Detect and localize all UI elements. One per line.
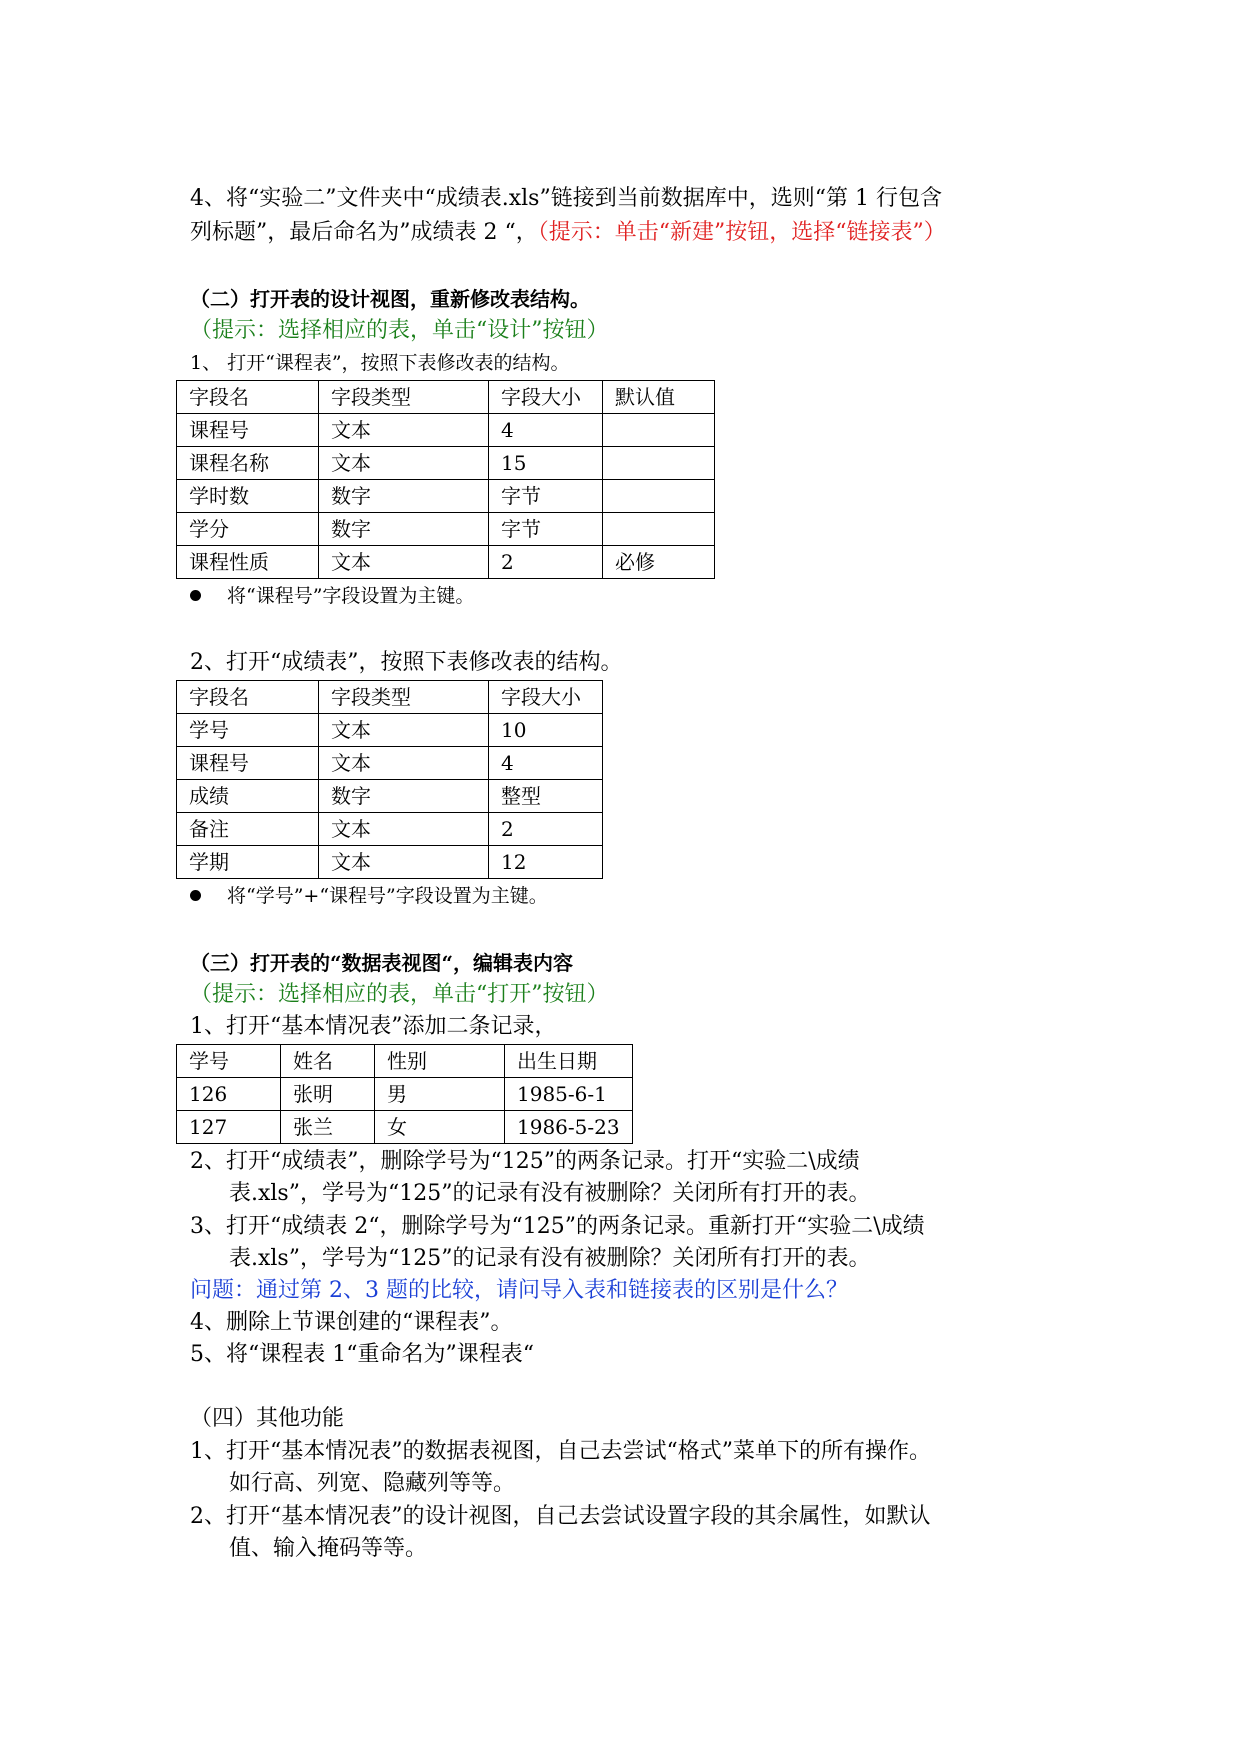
section3-task2-line2: 表.xls”，学号为“125”的记录有没有被删除？关闭所有打开的表。	[229, 1181, 871, 1206]
table-cell: 数字	[319, 480, 489, 513]
bullet-icon	[190, 590, 201, 601]
course-table-structure	[176, 380, 715, 579]
table-row	[177, 780, 603, 813]
section4-task2-line2: 值、输入掩码等等。	[229, 1536, 428, 1561]
table-row	[177, 546, 715, 579]
table-row	[177, 813, 603, 846]
table-cell: 12	[489, 846, 603, 879]
table-cell: 数字	[319, 513, 489, 546]
table-cell: 字节	[489, 513, 603, 546]
table-cell: 课程名称	[177, 447, 319, 480]
table-cell: 126	[177, 1078, 281, 1111]
section2-task1: 1、 打开“课程表”，按照下表修改表的结构。	[190, 352, 570, 374]
section3-task5: 5、将“课程表 1“重命名为”课程表“	[190, 1342, 534, 1367]
table-cell: 2	[489, 813, 603, 846]
table-cell: 张兰	[281, 1111, 375, 1144]
section2-heading: （二）打开表的设计视图，重新修改表结构。	[190, 287, 590, 311]
table-row	[177, 747, 603, 780]
table-cell: 课程性质	[177, 546, 319, 579]
item4-hint: （提示：单击“新建”按钮，选择“链接表”）	[537, 220, 946, 245]
table-cell: 备注	[177, 813, 319, 846]
table-cell	[603, 447, 715, 480]
table-cell: 文本	[319, 747, 489, 780]
section2-hint: （提示：选择相应的表，单击“设计”按钮）	[190, 318, 609, 343]
table-cell: 1986-5-23	[505, 1111, 633, 1144]
table-row	[177, 714, 603, 747]
table-cell: 成绩	[177, 780, 319, 813]
bullet-icon	[190, 890, 201, 901]
table-cell: 10	[489, 714, 603, 747]
section3-question: 问题：通过第 2、3 题的比较，请问导入表和链接表的区别是什么？	[190, 1278, 848, 1303]
table-cell: 15	[489, 447, 603, 480]
table-cell	[603, 480, 715, 513]
table-cell: 文本	[319, 447, 489, 480]
table-row	[177, 414, 715, 447]
section4-task2-line1: 2、打开“基本情况表”的设计视图，自己去尝试设置字段的其余属性，如默认	[190, 1504, 931, 1529]
table-row	[177, 1111, 633, 1144]
table-cell: 学期	[177, 846, 319, 879]
table-cell: 文本	[319, 813, 489, 846]
section3-task3-line2: 表.xls”，学号为“125”的记录有没有被删除？关闭所有打开的表。	[229, 1246, 871, 1271]
table-header-cell: 性别	[375, 1045, 505, 1078]
table-cell: 女	[375, 1111, 505, 1144]
table-cell: 4	[489, 414, 603, 447]
table-header-cell: 学号	[177, 1045, 281, 1078]
table-row	[177, 447, 715, 480]
table-cell: 学分	[177, 513, 319, 546]
bullet-text: 将“课程号”字段设置为主键。	[227, 585, 475, 607]
table-cell	[603, 513, 715, 546]
table-cell: 课程号	[177, 414, 319, 447]
table-header-cell: 姓名	[281, 1045, 375, 1078]
table-cell: 整型	[489, 780, 603, 813]
table-cell: 2	[489, 546, 603, 579]
item4-line2	[190, 218, 946, 248]
table-cell: 字节	[489, 480, 603, 513]
bullet-text: 将“学号”+“课程号”字段设置为主键。	[227, 885, 548, 907]
table-cell: 4	[489, 747, 603, 780]
section3-heading: （三）打开表的“数据表视图“，编辑表内容	[190, 951, 574, 975]
table-cell: 文本	[319, 546, 489, 579]
section4-task1-line1: 1、打开“基本情况表”的数据表视图，自己去尝试“格式”菜单下的所有操作。	[190, 1439, 931, 1464]
table-header-cell: 字段类型	[319, 681, 489, 714]
score-table-structure	[176, 680, 603, 879]
table-header-cell: 默认值	[603, 381, 715, 414]
table-header-row	[177, 681, 603, 714]
table-header-cell: 字段大小	[489, 681, 603, 714]
table-cell: 文本	[319, 846, 489, 879]
bullet-item-1	[190, 582, 474, 610]
table-cell: 男	[375, 1078, 505, 1111]
table-header-cell: 字段类型	[319, 381, 489, 414]
table-cell	[603, 414, 715, 447]
table-cell: 1985-6-1	[505, 1078, 633, 1111]
table-row	[177, 846, 603, 879]
section4-task1-line2: 如行高、列宽、隐藏列等等。	[229, 1471, 516, 1496]
table-cell: 127	[177, 1111, 281, 1144]
item4-line2-text: 列标题”，最后命名为”成绩表 2 “，	[190, 220, 538, 245]
section3-task3-line1: 3、打开“成绩表 2“，删除学号为“125”的两条记录。重新打开“实验二\成绩	[190, 1214, 925, 1239]
table-cell: 学号	[177, 714, 319, 747]
table-row	[177, 480, 715, 513]
table-header-cell: 出生日期	[505, 1045, 633, 1078]
item4-line1: 4、将“实验二”文件夹中“成绩表.xls”链接到当前数据库中，选则“第 1 行包含	[190, 186, 942, 211]
table-cell: 学时数	[177, 480, 319, 513]
table-cell: 必修	[603, 546, 715, 579]
table-cell: 数字	[319, 780, 489, 813]
table-cell: 课程号	[177, 747, 319, 780]
section3-hint: （提示：选择相应的表，单击“打开”按钮）	[190, 982, 609, 1007]
section3-task1: 1、打开“基本情况表”添加二条记录，	[190, 1014, 557, 1039]
table-cell: 文本	[319, 414, 489, 447]
table-cell: 文本	[319, 714, 489, 747]
table-row	[177, 1078, 633, 1111]
table-header-cell: 字段名	[177, 681, 319, 714]
section2-task2: 2、打开“成绩表”，按照下表修改表的结构。	[190, 650, 623, 675]
table-cell: 张明	[281, 1078, 375, 1111]
table-header-cell: 字段大小	[489, 381, 603, 414]
table-row	[177, 513, 715, 546]
section3-task2-line1: 2、打开“成绩表”，删除学号为“125”的两条记录。打开“实验二\成绩	[190, 1149, 860, 1174]
section4-heading: （四）其他功能	[190, 1406, 345, 1431]
bullet-item-2	[190, 882, 548, 910]
table-header-cell: 字段名	[177, 381, 319, 414]
basic-info-records	[176, 1044, 633, 1144]
table-header-row	[177, 381, 715, 414]
section3-task4: 4、删除上节课创建的“课程表”。	[190, 1310, 513, 1335]
table-header-row	[177, 1045, 633, 1078]
